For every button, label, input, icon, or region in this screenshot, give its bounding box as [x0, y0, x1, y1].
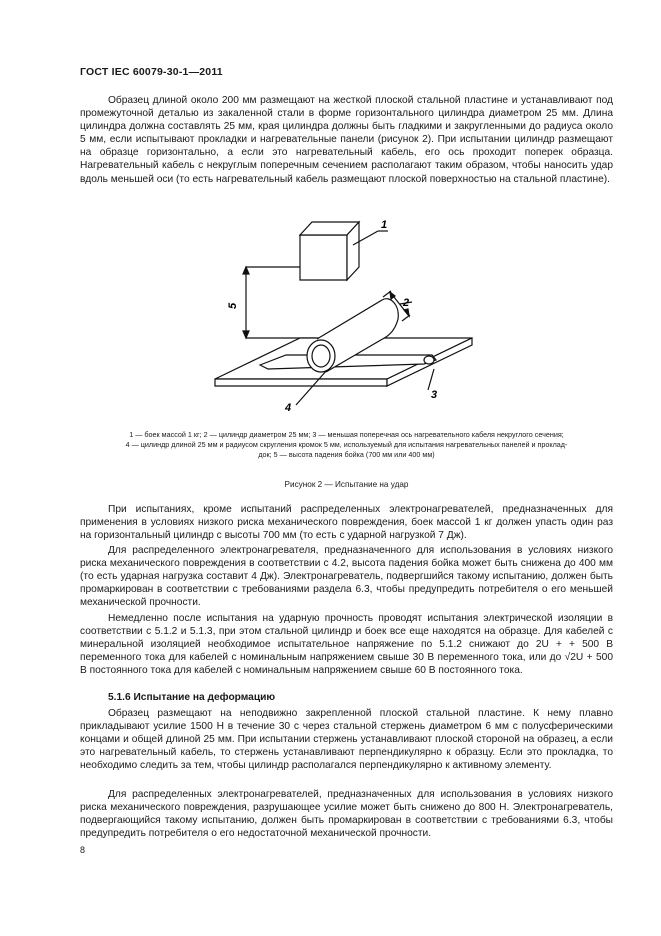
legend-line-1: 1 — боек массой 1 кг; 2 — цилиндр диаметром 25 мм; 3 — меньшая поперечная ось нагревательного кабеля некруглого сечения;	[129, 430, 564, 439]
figure-label-4: 4	[285, 402, 292, 414]
paragraph-low-risk: Для распределенного электронагревателя, предназначенного для использования в условиях низкого риска механического повреждения в соответствии с 4.2, высота падения бойка может быть снижена до 400 мм (то есть ударная нагрузка составит 4 Дж). Электронагреватель, подвергшийся такому испытанию, должен быть промаркирован в соответствии с требованиями раздела 6.3, чтобы предупредить потребителя о его меньшей механической прочности.	[80, 545, 613, 609]
figure-label-1: 1	[381, 219, 388, 231]
page-number: 8	[80, 845, 86, 855]
paragraph-insulation-test: Немедленно после испытания на ударную прочность проводят испытания электрической изоляции в соответствии с 5.1.2 и 5.1.3, при этом стальной цилиндр и боек все еще находятся на образце. Для кабелей с минеральной изоляцией необходимое испытательное напряжение по 5.1.2 снижают до 2U + + 500 В переменного тока для кабелей с номинальным напряжением свыше 30 В переменного тока, или до √2U + 500 В постоянного тока для кабелей с номинальным напряжением свыше 60 В постоянного тока.	[80, 613, 613, 677]
paragraph-deformation: Образец размещают на неподвижно закрепленной плоской стальной пластине. К нему плавно прикладывают усилие 1500 Н в течение 30 с через стальной стержень диаметром 6 мм с полусферическими концами и общей длиной 25 мм. При испытании стержень устанавливают плоской стороной на образец, а если это нагревательный кабель, то стержень устанавливают перпендикулярно к образцу. Если это прокладка, то необходимо следить за тем, чтобы цилиндр располагался перпендикулярно к активному элементу.	[80, 708, 613, 772]
impact-test-figure	[190, 205, 490, 420]
figure-label-3: 3	[431, 389, 438, 401]
document-header: ГОСТ IEC 60079-30-1—2011	[80, 66, 223, 78]
figure-caption: Рисунок 2 — Испытание на удар	[284, 480, 409, 489]
figure-label-5: 5	[227, 302, 239, 309]
legend-line-3: док; 5 — высота падения бойка (700 мм или 400 мм)	[258, 450, 435, 459]
paragraph-specimen-placement: Образец длиной около 200 мм размещают на жесткой плоской стальной пластине и устанавливают под промежуточной деталью из закаленной стали в форме горизонтального цилиндра диаметром 25 мм. Длина цилиндра должна составлять 25 мм, края цилиндра должны быть гладкими и закругленными до радиуса около 5 мм, если испытывают прокладки и нагревательные панели (рисунок 2). При испытании цилиндр размещают на образце горизонтально, а если это нагревательный кабель, его ось проходит поперек образца. Нагревательный кабель с некруглым поперечным сечением располагают таким образом, чтобы наносить удар вдоль меньшей оси (то есть нагревательный кабель размещают плоской поверхностью на стальной пластине).	[80, 95, 613, 185]
striker-cube	[300, 222, 359, 280]
paragraph-deformation-low-risk: Для распределенных электронагревателей, предназначенных для использования в условиях низкого риска механического повреждения, разрушающее усилие может быть снижено до 800 Н. Электронагреватель, подвергающийся такому испытанию, должен быть промаркирован в соответствии с требованиями 6.3, чтобы предупредить потребителя о его недостаточной механической прочности.	[80, 789, 613, 840]
section-heading-5-1-6: 5.1.6 Испытание на деформацию	[108, 692, 276, 703]
figure-legend	[80, 430, 613, 460]
legend-line-2: 4 — цилиндр длиной 25 мм и радиусом скругления кромок 5 мм, используемый для испытания нагревательных панелей и проклад-	[125, 440, 568, 449]
figure-label-2: 2	[403, 297, 410, 309]
paragraph-impact-height: При испытаниях, кроме испытаний распределенных электронагревателей, предназначенных для применения в условиях низкого риска механического повреждения, боек массой 1 кг должен упасть один раз на горизонтальный цилиндр с высоты 700 мм (то есть с ударной нагрузкой 7 Дж).	[80, 504, 613, 542]
